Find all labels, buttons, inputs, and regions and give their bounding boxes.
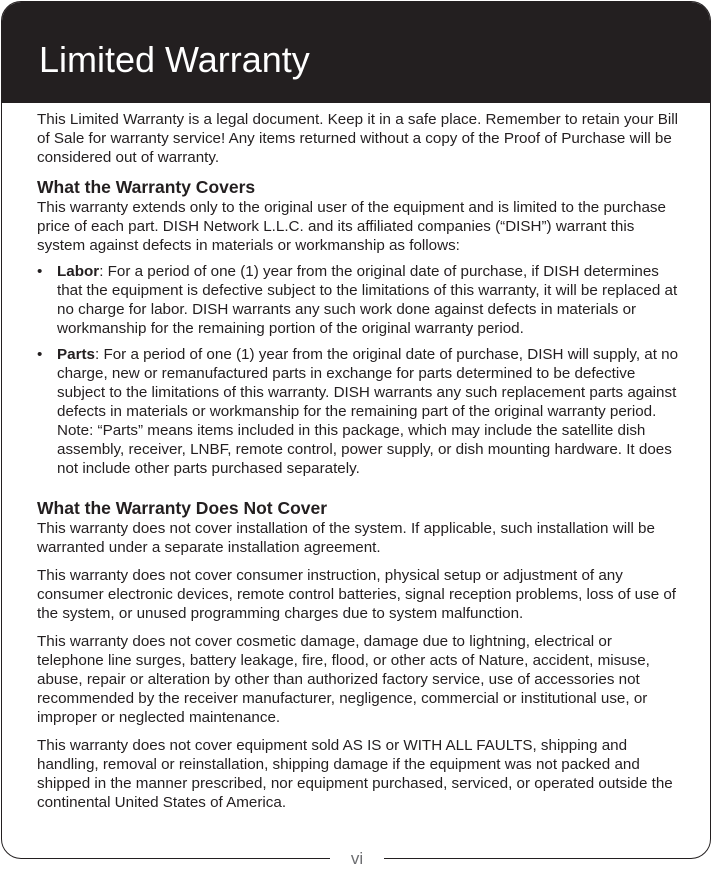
title-banner (2, 2, 710, 103)
not-covers-heading: What the Warranty Does Not Cover (37, 498, 328, 518)
page-number: vi (350, 849, 364, 868)
not-covers-paragraph-2: This warranty does not cover consumer instruction, physical setup or adjustment of any consumer electronic devices, remote control batteries, signal reception problems, loss of use of the system, or unused programming charges due to system malfunction. (37, 567, 677, 622)
list-item-parts (37, 345, 681, 478)
not-covers-paragraph-1: This warranty does not cover installation of the system. If applicable, such installation will be warranted under a separate installation agreement. (37, 520, 655, 556)
page-number-box (330, 848, 384, 870)
parts-term: Parts (57, 346, 95, 363)
bullet: • (37, 263, 43, 280)
labor-text: : For a period of one (1) year from the original date of purchase, if DISH determines that the equipment is defective subject to the limitations of this warranty, it will be replaced at no charge for labor. DISH warrants any such work done against defects in materials or workmanship for the remaining portion of the original warranty period. (57, 263, 678, 337)
covers-heading: What the Warranty Covers (37, 177, 256, 197)
covers-paragraph: This warranty extends only to the original user of the equipment and is limited to the purchase price of each part. DISH Network L.L.C. and its affiliated companies (“DISH”) warrant this system against defects in materials or workmanship as follows: (37, 199, 666, 254)
warranty-content (37, 110, 681, 821)
not-covers-paragraph-3: This warranty does not cover cosmetic damage, damage due to lightning, electrical or telephone line surges, battery leakage, fire, flood, or other acts of Nature, accident, misuse, abuse, repair or alteration by other than authorized factory service, use of accessories not recommended by the receiver manufacturer, negligence, commercial or institutional use, or improper or neglected maintenance. (37, 633, 650, 726)
parts-text: : For a period of one (1) year from the original date of purchase, DISH will supply, at no charge, new or remanufactured parts in exchange for parts determined to be defective subject to the limitations of this warranty. DISH warrants any such replacement parts against defects in materials or workmanship for the remaining part of the original warranty period. Note: “Parts” means items included in this package, which may include the satellite dish assembly, receiver, LNBF, remote control, power supply, or dish mounting hardware. It does not include other parts purchased separately. (57, 346, 679, 477)
not-covers-paragraph-4: This warranty does not cover equipment sold AS IS or WITH ALL FAULTS, shipping and handling, removal or reinstallation, shipping damage if the equipment was not packed and shipped in the manner prescribed, nor equipment purchased, serviced, or operated outside the continental United States of America. (37, 737, 673, 811)
page-title: Limited Warranty (39, 39, 310, 80)
list-item-labor (37, 262, 681, 338)
bullet: • (37, 346, 43, 363)
intro-paragraph: This Limited Warranty is a legal document. Keep it in a safe place. Remember to retain your Bill of Sale for warranty service! Any items returned without a copy of the Proof of Purchase will be considered out of warranty. (37, 111, 678, 166)
covers-list (37, 262, 681, 478)
section-spacer (37, 485, 681, 497)
labor-term: Labor (57, 263, 100, 280)
